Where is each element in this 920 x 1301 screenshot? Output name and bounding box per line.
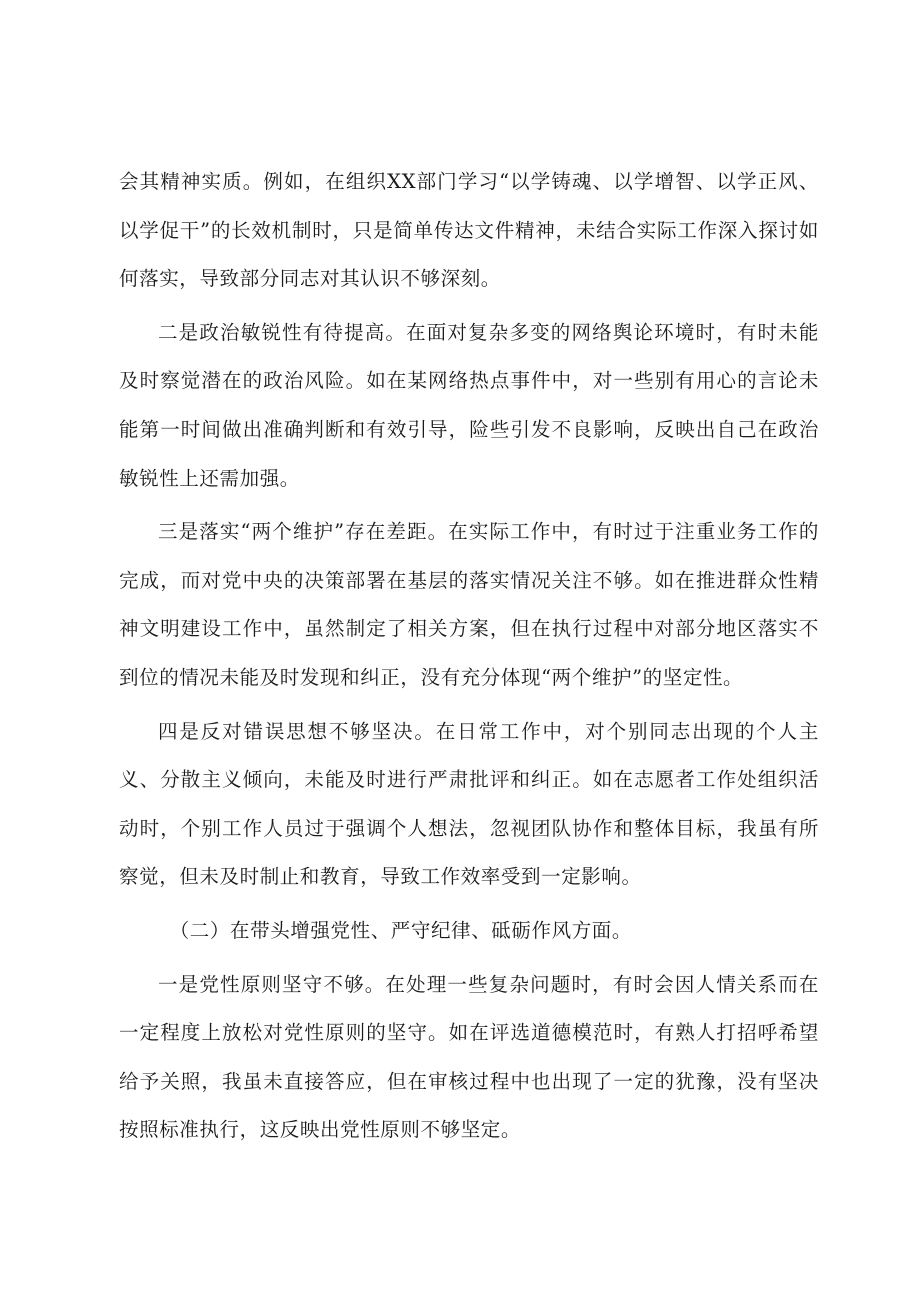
- paragraph-continuation: 会其精神实质。例如，在组织XX部门学习“以学铸魂、以学增智、以学正风、以学促干”的长效机制时，只是简单传达文件精神，未结合实际工作深入探讨如何落实，导致部分同志对其认识不够深刻。: [119, 170, 819, 291]
- paragraph-political-sensitivity: 二是政治敏锐性有待提高。在面对复杂多变的网络舆论环境时，有时未能及时察觉潜在的政治风险。如在某网络热点事件中，对一些别有用心的言论未能第一时间做出准确判断和有效引导，险些引发不良影响，反映出自己在政治敏锐性上还需加强。: [119, 320, 819, 490]
- paragraph-two-safeguards: 三是落实“两个维护”存在差距。在实际工作中，有时过于注重业务工作的完成，而对党中央的决策部署在基层的落实情况关注不够。如在推进群众性精神文明建设工作中，虽然制定了相关方案，但在执行过程中对部分地区落实不到位的情况未能及时发现和纠正，没有充分体现“两个维护”的坚定性。: [119, 520, 819, 689]
- paragraph-party-principle: 一是党性原则坚守不够。在处理一些复杂问题时，有时会因人情关系而在一定程度上放松对党性原则的坚守。如在评选道德模范时，有熟人打招呼希望给予关照，我虽未直接答应，但在审核过程中也出现了一定的犹豫，没有坚决按照标准执行，这反映出党性原则不够坚定。: [119, 972, 819, 1142]
- paragraph-opposing-wrong-ideas: 四是反对错误思想不够坚决。在日常工作中，对个别同志出现的个人主义、分散主义倾向，未能及时进行严肃批评和纠正。如在志愿者工作处组织活动时，个别工作人员过于强调个人想法，忽视团队协作和整体目标，我虽有所察觉，但未及时制止和教育，导致工作效率受到一定影响。: [119, 719, 819, 889]
- section-heading: （二）在带头增强党性、严守纪律、砥砺作风方面。: [169, 918, 632, 942]
- document-body: [119, 158, 819, 1160]
